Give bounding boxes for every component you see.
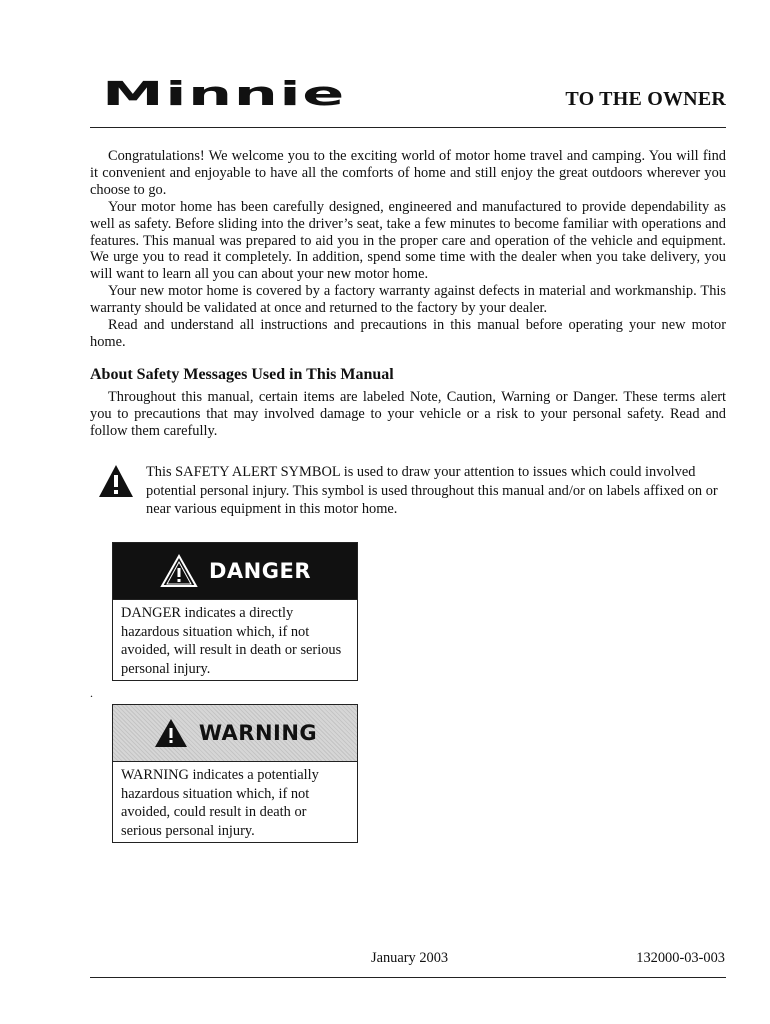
intro-paragraph: Your motor home has been carefully designed, engineered and manufactured to provide dependability as well as safety. Before sliding into the driver’s seat, take a few minutes to become familiar with operations and features. This manual was prepared to aid you in the proper care and operation of the vehicle and equipment. We urge you to read it completely. In addition, spend some time with the dealer when you take delivery, you will want to learn all you can about your new motor home. — [90, 198, 726, 283]
intro-paragraph: Read and understand all instructions and precautions in this manual before operating your new motor home. — [90, 317, 726, 350]
header-divider — [90, 127, 726, 128]
stray-mark: . — [90, 686, 93, 700]
document-code: 132000-03-003 — [636, 950, 725, 966]
warning-sign-header — [113, 705, 357, 761]
warning-triangle-filled-icon — [153, 717, 189, 749]
warning-label: WARNING — [198, 721, 318, 745]
footer-divider — [90, 977, 726, 978]
minnie-logo: Minnie — [102, 75, 346, 114]
danger-sign-header — [113, 543, 357, 599]
warning-triangle-outline-icon — [159, 553, 199, 589]
intro-paragraph: Congratulations! We welcome you to the exciting world of motor home travel and camping. You will find it convenient and enjoyable to have all the comforts of home and still enjoy the great outdoors wherever you choose to go. — [90, 148, 726, 198]
safety-section-paragraph: Throughout this manual, certain items are labeled Note, Caution, Warning or Danger. These terms alert you to precautions that may involved damage to your vehicle or a risk to your personal safety. Read and follow them carefully. — [90, 389, 726, 439]
intro-paragraph: Your new motor home is covered by a factory warranty against defects in material and workmanship. This warranty should be validated at once and returned to the factory by your dealer. — [90, 283, 726, 317]
warning-description: WARNING indicates a potentially hazardous situation which, if not avoided, could result in death or serious personal injury. — [113, 761, 357, 842]
danger-sign — [112, 542, 358, 681]
safety-section-text — [90, 389, 726, 440]
safety-section-heading: About Safety Messages Used in This Manual — [90, 366, 394, 383]
warning-sign — [112, 704, 358, 843]
danger-description: DANGER indicates a directly hazardous situation which, if not avoided, will result in death or serious personal injury. — [113, 599, 357, 680]
danger-label: DANGER — [208, 559, 311, 583]
page-title: TO THE OWNER — [565, 88, 726, 110]
intro-text — [90, 148, 726, 351]
footer-date: January 2003 — [371, 950, 449, 966]
safety-alert-text: This SAFETY ALERT SYMBOL is used to draw your attention to issues which could involved potential personal injury. This symbol is used throughout this manual and/or on labels affixed on or near various equipment in this motor home. — [146, 464, 718, 517]
page-header — [90, 72, 726, 122]
safety-alert-triangle-icon — [97, 463, 135, 499]
